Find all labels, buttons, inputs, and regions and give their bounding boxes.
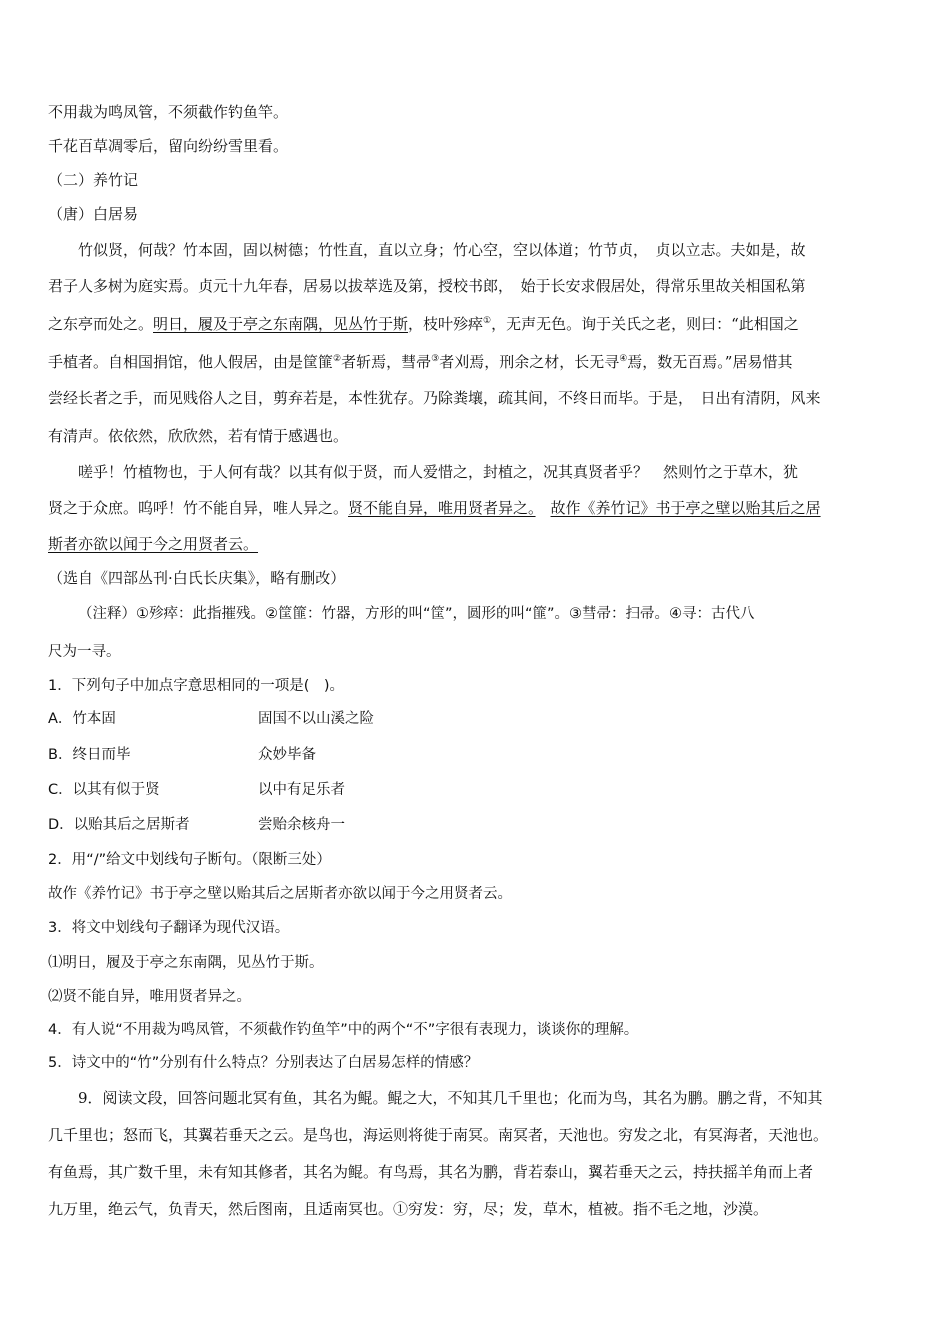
text-run: 者刈焉，刑余之材，长无寻: [439, 353, 620, 371]
text-run: 焉，数无百焉。”居易惜其: [627, 353, 793, 371]
underlined-sentence-2: 贤不能自异，唯用贤者异之。: [348, 499, 536, 517]
text-run: 者斩焉，彗帚: [341, 353, 432, 371]
note-marker: ①: [483, 316, 492, 326]
question-3-stem: 3．将文中划线句子翻译为现代汉语。: [48, 920, 290, 936]
option-c-label: C．以其有似于贤: [48, 782, 160, 798]
text-run: 手植者。自相国捐馆，他人假居，由是筐篚: [48, 353, 334, 371]
notes-line-1: （注释）①殄瘁：此指摧残。②筐篚：竹器，方形的叫“筐”，圆形的叫“篚”。③彗帚：扫帚。④寻：古代八: [78, 606, 755, 622]
section-title: （二）养竹记: [48, 171, 139, 189]
question-3-sentence-2: ⑵贤不能自异，唯用贤者异之。: [48, 989, 251, 1005]
question-9-line-2: 几千里也；怒而飞，其翼若垂天之云。是鸟也，海运则将徙于南冥。南冥者，天池也。穷发之北，有冥海者，天池也。: [48, 1126, 829, 1144]
option-d-pair: 尝贻余核舟一: [258, 817, 345, 833]
notes-line-2: 尺为一寻。: [48, 644, 121, 660]
note-marker: ④: [619, 354, 628, 364]
note-marker: ③: [431, 354, 440, 364]
text-run: [536, 499, 551, 517]
passage-p1-line-2: 君子人多树为庭实焉。贞元十九年春，居易以拔萃选及第，授校书郎， 始于长安求假居处，得常乐里故关相国私第: [48, 277, 806, 295]
option-b-pair: 众妙毕备: [258, 747, 316, 763]
passage-p1-line-5: 尝经长者之手，而见贱俗人之目，剪弃若是，本性犹存。乃除粪壤，疏其间，不终日而毕。于是， 日出有清阴，风来: [48, 389, 821, 407]
passage-p2-line-2: [48, 498, 904, 518]
passage-p2-line-3: [48, 534, 904, 554]
section-author: （唐）白居易: [48, 205, 139, 223]
underlined-sentence-1: 明日，履及于亭之东南隅，见丛竹于斯: [153, 315, 409, 333]
passage-p1-line-3: [48, 314, 904, 334]
text-run: ，枝叶殄瘁: [408, 315, 484, 333]
question-1-stem: 1．下列句子中加点字意思相同的一项是( )。: [48, 678, 345, 694]
passage-p1-line-6: 有清声。依依然，欣欣然，若有情于感遇也。: [48, 427, 349, 445]
text-run: 贤之于众庶。呜呼！竹不能自异，唯人异之。: [48, 499, 349, 517]
question-9-line-1: 9．阅读文段，回答问题北冥有鱼，其名为鲲。鲲之大，不知其几千里也；化而为鸟，其名为鹏。鹏之背，不知其: [78, 1089, 823, 1107]
passage-p1-line-1: 竹似贤，何哉？竹本固，固以树德；竹性直，直以立身；竹心空，空以体道；竹节贞， 贞以立志。夫如是，故: [78, 241, 806, 259]
passage-p2-line-1: 嗟乎！竹植物也，于人何有哉？以其有似于贤，而人爱惜之，封植之，况其真贤者乎？ 然则竹之于草木，犹: [78, 463, 799, 481]
option-b-label: B．终日而毕: [48, 747, 131, 763]
text-run: ，无声无色。询于关氏之老，则曰：“此相国之: [491, 315, 799, 333]
question-5-stem: 5．诗文中的“竹”分别有什么特点？分别表达了白居易怎样的情感？: [48, 1055, 479, 1071]
question-2-stem: 2．用“/”给文中划线句子断句。（限断三处）: [48, 852, 331, 868]
note-marker: ②: [333, 354, 342, 364]
poem-line-1: 不用裁为鸣凤管，不须截作钓鱼竿。: [48, 103, 289, 121]
question-3-sentence-1: ⑴明日，履及于亭之东南隅，见丛竹于斯。: [48, 955, 324, 971]
question-9-line-4: 九万里，绝云气，负青天，然后图南，且适南冥也。①穷发：穷，尽；发，草木，植被。指不毛之地，沙漠。: [48, 1200, 769, 1218]
text-run: 之东亭而处之。: [48, 315, 154, 333]
question-9-line-3: 有鱼焉，其广数千里，未有知其修者，其名为鲲。有鸟焉，其名为鹏，背若泰山，翼若垂天之云，持扶摇羊角而上者: [48, 1163, 814, 1181]
option-c-pair: 以中有足乐者: [258, 782, 345, 798]
poem-line-2: 千花百草凋零后，留向纷纷雪里看。: [48, 137, 289, 155]
question-4-stem: 4．有人说“不用裁为鸣凤管，不须截作钓鱼竿”中的两个“不”字很有表现力，谈谈你的理解。: [48, 1022, 639, 1038]
option-a-label: A．竹本固: [48, 711, 116, 727]
passage-p1-line-4: [48, 352, 904, 372]
underlined-sentence-3-cont: 斯者亦欲以闻于今之用贤者云。: [48, 535, 259, 553]
option-d-label: D．以贻其后之居斯者: [48, 817, 190, 833]
option-a-pair: 固国不以山溪之险: [258, 711, 374, 727]
question-2-text: 故作《养竹记》书于亭之壁以贻其后之居斯者亦欲以闻于今之用贤者云。: [48, 886, 512, 902]
passage-source: （选自《四部丛刊·白氏长庆集》，略有删改）: [48, 569, 346, 587]
underlined-sentence-3: 故作《养竹记》书于亭之壁以贻其后之居: [550, 499, 821, 517]
